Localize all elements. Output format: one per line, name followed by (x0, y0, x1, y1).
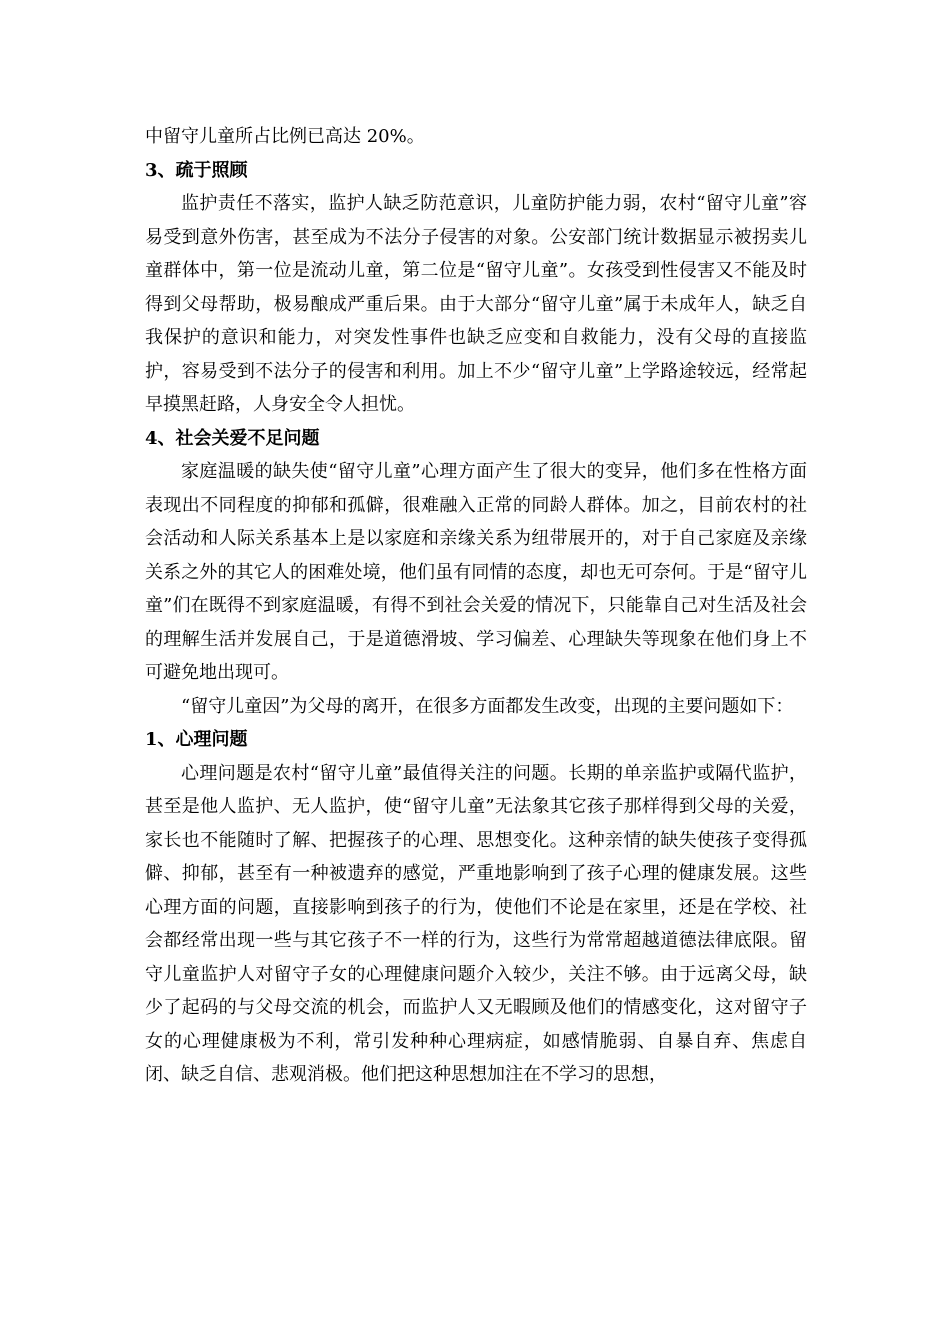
section-heading-lack-of-care: 3、疏于照顾 (145, 159, 248, 181)
paragraph-psychological: 心理问题是农村“留守儿童”最值得关注的问题。长期的单亲监护或隔代监护，甚至是他人监护、无人监护，使“留守儿童”无法象其它孩子那样得到父母的关爱，家长也不能随时了解、把握孩子的心理、思想变化。这种亲情的缺失使孩子变得孤僻、抑郁，甚至有一种被遗弃的感觉，严重地影响到了孩子心理的健康发展。这些心理方面的问题，直接影响到孩子的行为，使他们不论是在家里，还是在学校、社会都经常出现一些与其它孩子不一样的行为，这些行为常常超越道德法律底限。留守儿童监护人对留守子女的心理健康问题介入较少，关注不够。由于远离父母，缺少了起码的与父母交流的机会，而监护人又无暇顾及他们的情感变化，这对留守子女的心理健康极为不利，常引发种种心理病症，如感情脆弱、自暴自弃、焦虑自闭、缺乏自信、悲观消极。他们把这种思想加注在不学习的思想， (145, 762, 807, 1085)
paragraph-statistic-tail: 中留守儿童所占比例已高达 20%。 (145, 126, 425, 147)
document-body (145, 120, 807, 1092)
paragraph-main-problems-intro: “留守儿童因”为父母的离开，在很多方面都发生改变，出现的主要问题如下： (181, 695, 794, 717)
section-heading-social-care: 4、社会关爱不足问题 (145, 427, 320, 449)
paragraph-social-care: 家庭温暖的缺失使“留守儿童”心理方面产生了很大的变异，他们多在性格方面表现出不同程度的抑郁和孤僻，很难融入正常的同龄人群体。加之，目前农村的社会活动和人际关系基本上是以家庭和亲缘关系为纽带展开的，对于自己家庭及亲缘关系之外的其它人的困难处境，他们虽有同情的态度，却也无可奈何。于是“留守儿童”们在既得不到家庭温暖，有得不到社会关爱的情况下，只能靠自己对生活及社会的理解生活并发展自己，于是道德滑坡、学习偏差、心理缺失等现象在他们身上不可避免地出现可。 (145, 461, 807, 683)
section-heading-psychological: 1、心理问题 (145, 729, 248, 750)
paragraph-lack-of-care: 监护责任不落实，监护人缺乏防范意识，儿童防护能力弱，农村“留守儿童”容易受到意外伤害，甚至成为不法分子侵害的对象。公安部门统计数据显示被拐卖儿童群体中，第一位是流动儿童，第二位是“留守儿童”。女孩受到性侵害又不能及时得到父母帮助，极易酿成严重后果。由于大部分“留守儿童”属于未成年人，缺乏自我保护的意识和能力，对突发性事件也缺乏应变和自救能力，没有父母的直接监护，容易受到不法分子的侵害和利用。加上不少“留守儿童”上学路途较远，经常起早摸黑赶路，人身安全令人担忧。 (145, 193, 807, 415)
